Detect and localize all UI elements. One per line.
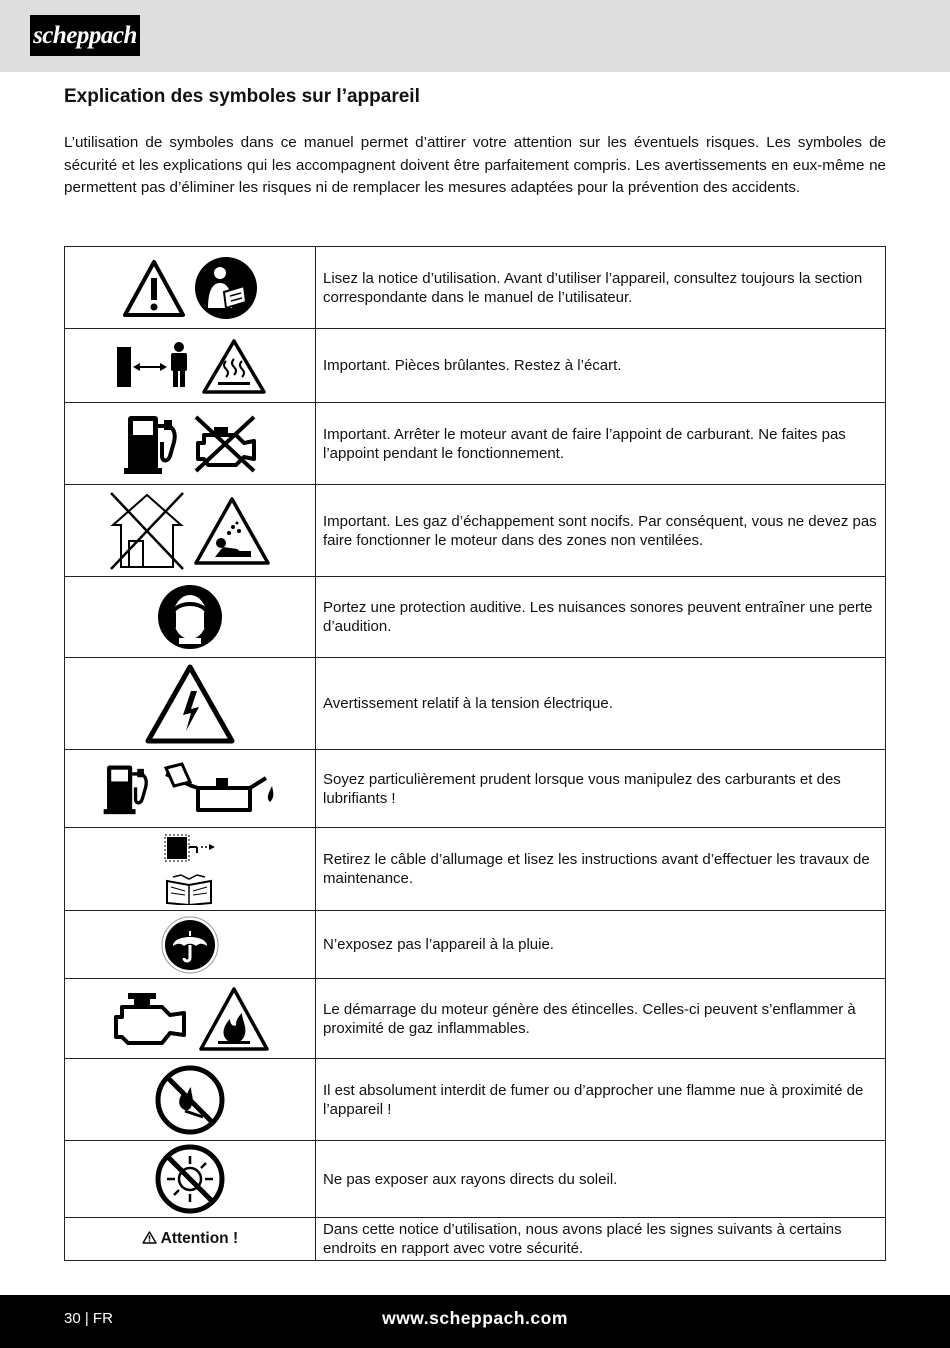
symbol-cell [65,485,316,577]
table-row [65,828,886,911]
footer-bar [0,1295,950,1348]
symbol-description: Le démarrage du moteur génère des étincelles. Celles-ci peuvent s’enflammer à proximité de gaz inflammables. [316,979,886,1059]
table-row [65,979,886,1059]
page-number: 30 | FR [64,1310,113,1327]
fire-hazard-icon [198,985,270,1053]
symbol-cell [65,828,316,911]
warning-triangle-exclamation-icon [122,258,186,318]
brand-logo: scheppach [30,15,140,56]
symbols-table [64,246,886,1261]
symbol-cell [65,247,316,329]
ear-protection-icon [157,584,223,650]
toxic-fumes-icon [193,495,271,567]
house-crossed-icon [109,491,185,571]
attention-label: Attention ! [160,1230,239,1247]
table-row [65,1141,886,1218]
table-row [65,485,886,577]
symbol-description: Avertissement relatif à la tension électrique. [316,658,886,750]
symbol-description: N’exposez pas l’appareil à la pluie. [316,911,886,979]
read-manual-icon [194,256,258,320]
symbol-description: Portez une protection auditive. Les nuisances sonores peuvent entraîner une perte d’audition. [316,577,886,658]
symbol-cell [65,658,316,750]
intro-paragraph: L’utilisation de symboles dans ce manuel permet d’attirer votre attention sur les éventuels risques. Les symboles de sécurité et les explications qui les accompagnent doivent être parfaitement compris. Les avertissements en eux-même ne permettent pas d’éliminer les risques ni de remplacer les mesures adaptées pour la prévention des accidents. [64,134,886,197]
attention-cell [65,1218,316,1261]
table-row [65,247,886,329]
symbol-cell [65,403,316,485]
fuel-pump-icon [102,759,154,819]
attention-text: Dans cette notice d’utilisation, nous avons placé les signes suivants à certains endroits en rapport avec votre sécurité. [316,1218,886,1261]
spark-plug-manual-icon [163,833,217,905]
symbol-cell [65,1059,316,1141]
symbol-description: Ne pas exposer aux rayons directs du soleil. [316,1141,886,1218]
table-row [65,750,886,828]
no-smoking-icon [155,1065,225,1135]
symbol-description: Soyez particulièrement prudent lorsque vous manipulez des carburants et des lubrifiants ! [316,750,886,828]
symbol-description: Important. Les gaz d’échappement sont nocifs. Par conséquent, vous ne devez pas faire fonctionner le moteur dans des zones non ventilées. [316,485,886,577]
engine-crossed-icon [192,413,258,475]
hot-surface-icon [201,337,267,395]
oil-can-icon [162,760,278,818]
symbol-description: Lisez la notice d’utilisation. Avant d’utiliser l’appareil, consultez toujours la section correspondante dans le manuel de l’utilisateur. [316,247,886,329]
no-sun-icon [155,1144,225,1214]
symbol-cell [65,750,316,828]
umbrella-icon [161,916,219,974]
symbol-description: Il est absolument interdit de fumer ou d’approcher une flamme nue à proximité de l’appareil ! [316,1059,886,1141]
symbol-cell [65,1141,316,1218]
attention-row [65,1218,886,1261]
symbol-description: Important. Pièces brûlantes. Restez à l’écart. [316,329,886,403]
symbol-cell [65,329,316,403]
table-row [65,658,886,750]
symbol-cell [65,577,316,658]
symbol-description: Retirez le câble d’allumage et lisez les instructions avant d’effectuer les travaux de maintenance. [316,828,886,911]
table-row [65,911,886,979]
table-row [65,403,886,485]
header-bar [0,0,950,72]
symbol-cell [65,979,316,1059]
symbol-cell [65,911,316,979]
engine-icon [110,989,190,1049]
table-row [65,329,886,403]
table-row [65,577,886,658]
fuel-pump-icon [122,412,184,476]
table-row [65,1059,886,1141]
symbol-description: Important. Arrêter le moteur avant de faire l’appoint de carburant. Ne faites pas l’appoint pendant le fonctionnement. [316,403,886,485]
keep-distance-icon [113,341,193,391]
page-title: Explication des symboles sur l’appareil [64,86,420,107]
electric-voltage-icon [145,663,235,745]
warning-triangle-icon [142,1231,157,1244]
website-url: www.scheppach.com [382,1308,568,1328]
